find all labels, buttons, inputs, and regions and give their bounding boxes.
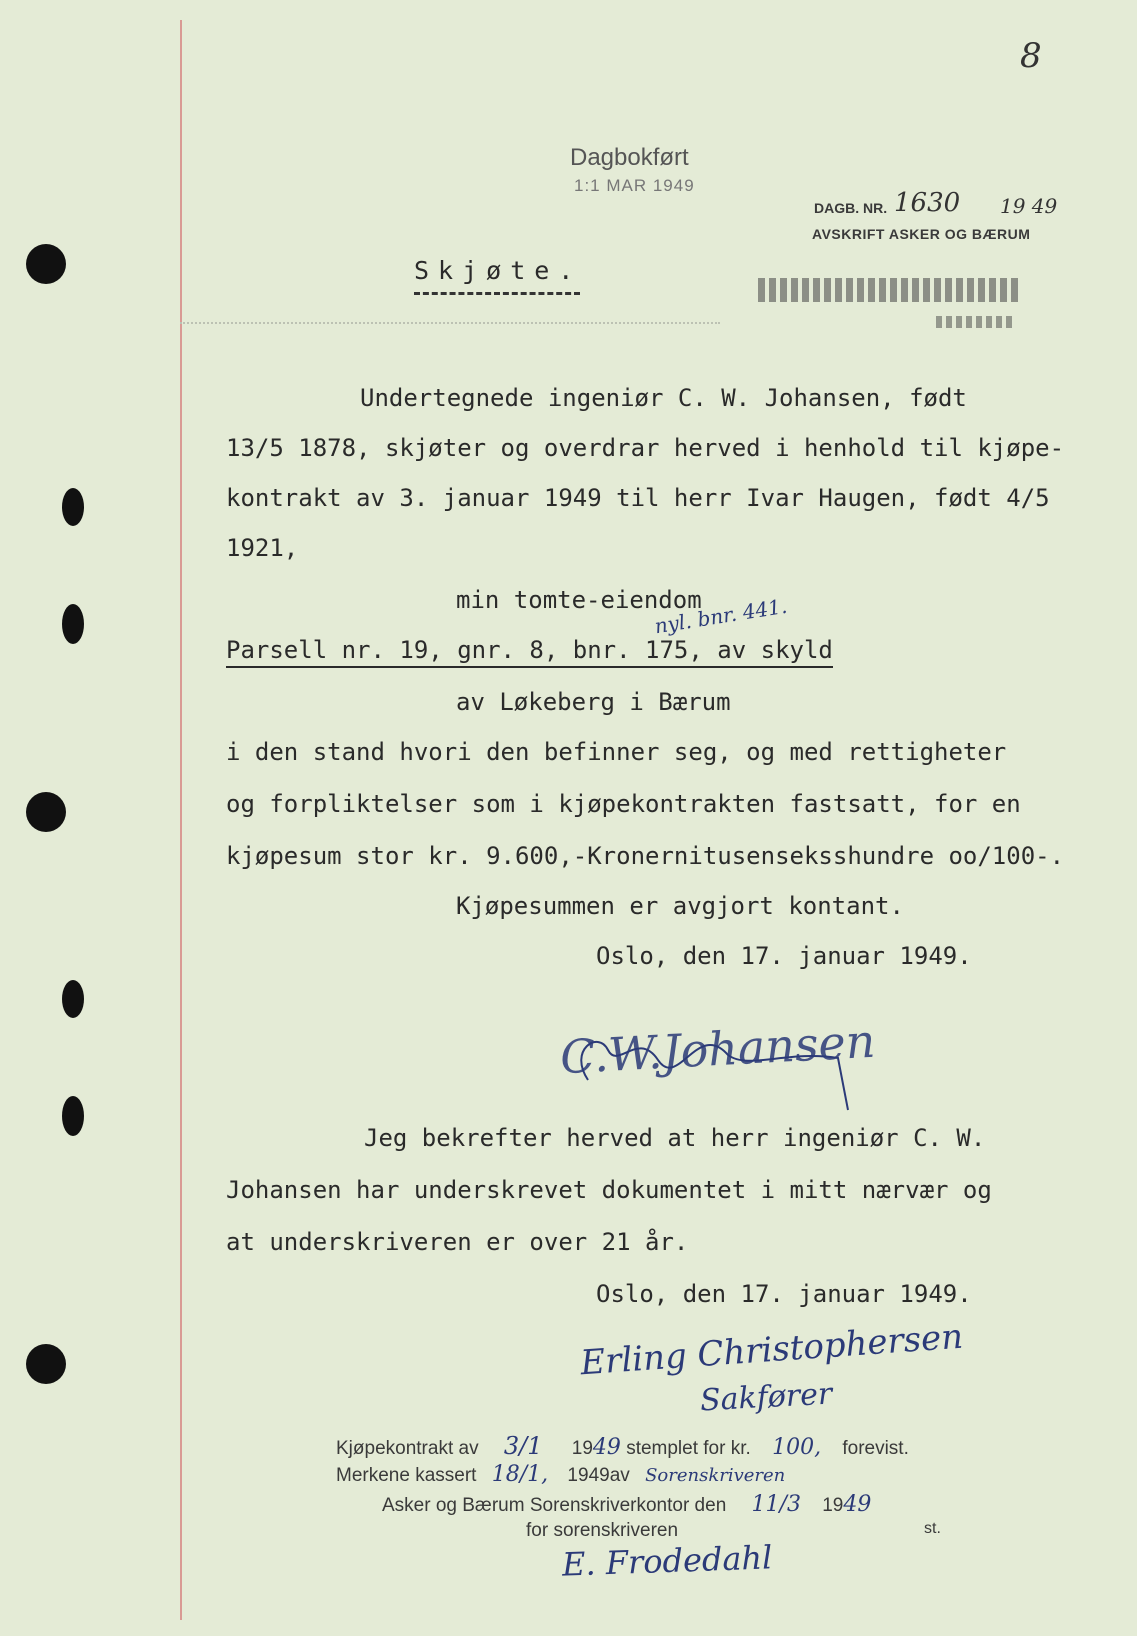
court-line1-mid: stemplet for kr. (626, 1438, 751, 1459)
registry-year: 19 49 (1000, 194, 1058, 218)
court-stamp-line4: for sorenskriveren (526, 1520, 679, 1541)
court-stamp-line1 (336, 1432, 909, 1460)
punch-hole (62, 1096, 84, 1136)
court-line1-year-prefix: 19 (571, 1438, 593, 1459)
body-line-4: 1921, (226, 534, 299, 562)
margin-line (180, 20, 182, 1620)
court-line1-label: Kjøpekontrakt av (336, 1438, 479, 1459)
received-stamp-title: Dagbokført (570, 144, 689, 171)
body-line-1: Undertegnede ingeniør C. W. Johansen, født (360, 384, 967, 412)
court-line3-year-prefix: 19 (822, 1495, 844, 1516)
confirm-line-2: Johansen har underskrevet dokumentet i mitt nærvær og (226, 1176, 992, 1204)
punch-hole (62, 488, 84, 526)
body-line-2: 13/5 1878, skjøter og overdrar herved i henhold til kjøpe- (226, 434, 1065, 462)
punch-hole (26, 244, 66, 284)
court-line1-amount: 100, (772, 1435, 822, 1460)
signature-christophersen: Erling Christophersen (579, 1316, 965, 1384)
property-place: av Løkeberg i Bærum (456, 688, 731, 716)
date-line-2: Oslo, den 17. januar 1949. (596, 1280, 972, 1308)
court-stamp-line4-end: st. (924, 1520, 941, 1537)
title-underline (414, 292, 580, 295)
registry-label: DAGB. NR. (814, 200, 888, 216)
page-number: 8 (1020, 36, 1042, 76)
court-line2-hand: Sorenskriveren (645, 1465, 786, 1486)
court-line3-date: 11/3 (751, 1492, 801, 1517)
property-intro: min tomte-eiendom (456, 586, 702, 614)
court-line1-date: 3/1 (503, 1432, 543, 1460)
received-stamp-date: 1:1 MAR 1949 (574, 176, 695, 195)
court-line1-end: forevist. (842, 1438, 909, 1459)
court-line2-year-prefix: 19 (567, 1465, 589, 1486)
conditions-line-3: kjøpesum stor kr. 9.600,-Kronernitusenseksshundre oo/100-. (226, 842, 1065, 870)
court-line2-year: 49 (588, 1465, 610, 1486)
conditions-line-2: og forpliktelser som i kjøpekontrakten fastsatt, for en (226, 790, 1021, 818)
confirm-line-3: at underskriveren er over 21 år. (226, 1228, 689, 1256)
court-signature: E. Frodedahl (561, 1538, 773, 1584)
punch-hole (62, 980, 84, 1018)
property-line: Parsell nr. 19, gnr. 8, bnr. 175, av skyld (226, 636, 833, 668)
court-line3-label: Asker og Bærum Sorenskriverkontor den (382, 1495, 727, 1516)
punch-hole (26, 1344, 66, 1384)
signature-title: Sakfører (699, 1376, 834, 1419)
court-line1-year: 49 (592, 1435, 621, 1460)
payment-line: Kjøpesummen er avgjort kontant. (456, 892, 904, 920)
court-stamp-line3 (382, 1492, 871, 1517)
handwritten-bnr-note: nyl. bnr. 441. (652, 593, 789, 639)
offset-stamp-imprint-2 (936, 316, 1016, 328)
document-title: Skjøte. (414, 256, 583, 285)
court-line2-date: 18/1, (491, 1462, 549, 1487)
punch-hole (26, 792, 66, 832)
court-line2-label: Merkene kassert (336, 1465, 477, 1486)
punch-hole (62, 604, 84, 644)
signature-johansen: C.W.Johansen (558, 1013, 877, 1085)
offset-stamp-imprint (758, 278, 1018, 302)
registry-line2: AVSKRIFT ASKER OG BÆRUM (812, 226, 1031, 242)
registry-number: 1630 (894, 188, 961, 218)
date-line-1: Oslo, den 17. januar 1949. (596, 942, 972, 970)
conditions-line-1: i den stand hvori den befinner seg, og med rettigheter (226, 738, 1007, 766)
faint-imprint-line (180, 322, 720, 324)
court-line2-mid: av (609, 1465, 630, 1486)
body-line-3: kontrakt av 3. januar 1949 til herr Ivar Haugen, født 4/5 (226, 484, 1050, 512)
court-stamp-line2 (336, 1462, 785, 1487)
court-line3-year: 49 (843, 1492, 872, 1517)
signature-stroke (548, 1010, 888, 1120)
confirm-line-1: Jeg bekrefter herved at herr ingeniør C. W. (364, 1124, 986, 1152)
